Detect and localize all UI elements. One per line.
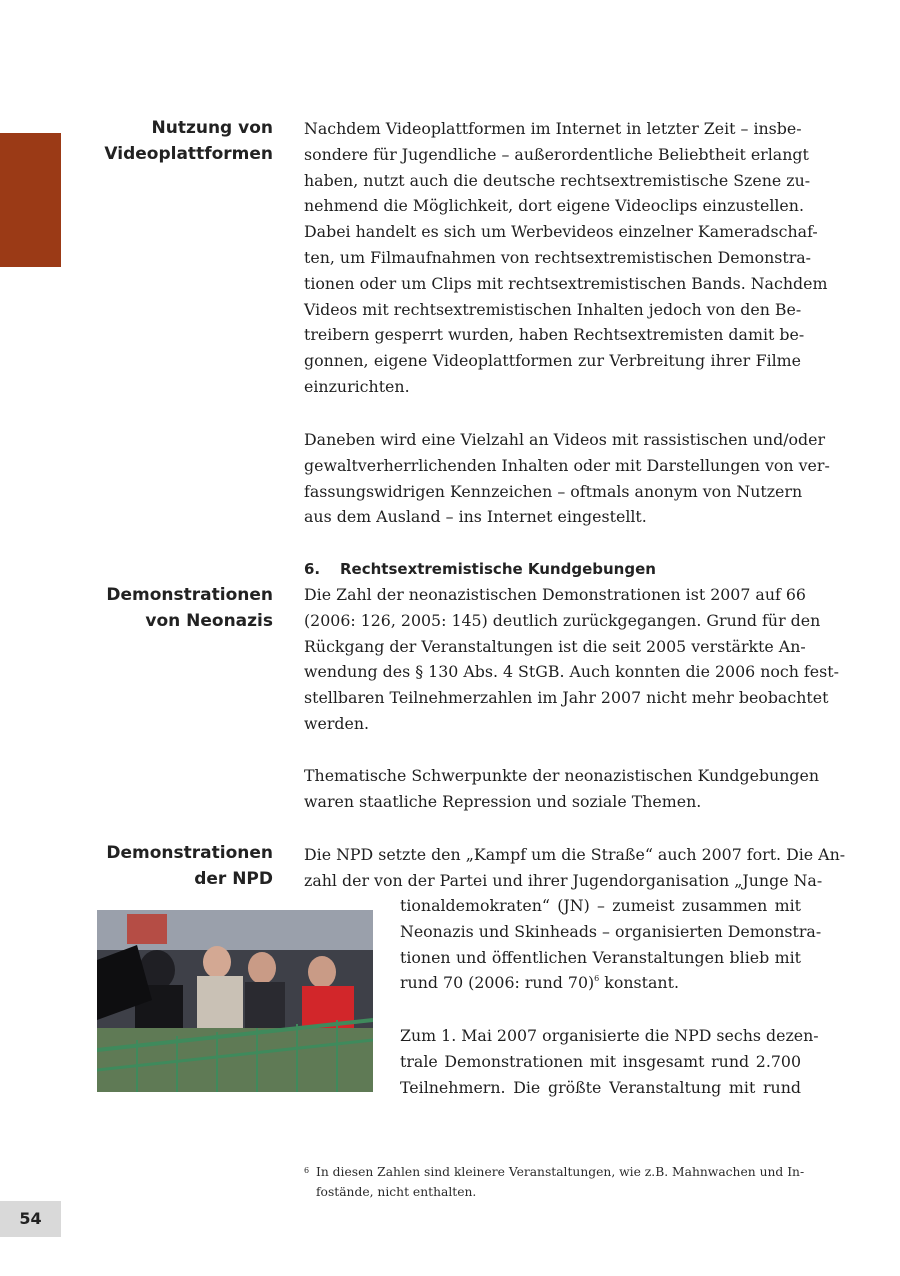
paragraph-may-day xyxy=(400,1023,819,1100)
paragraph-neonazi-demos xyxy=(304,582,839,737)
text-line: nehmend die Möglichkeit, dort eigene Videoclips einzustellen. xyxy=(304,196,804,216)
text-line: Daneben wird eine Vielzahl an Videos mit rassistischen und/oder xyxy=(304,430,826,449)
text-line: Die Zahl der neonazistischen Demonstrationen ist 2007 auf 66 xyxy=(304,585,806,604)
paragraph-daneben xyxy=(304,427,830,530)
text-line: aus dem Ausland – ins Internet eingestellt. xyxy=(304,507,647,527)
text-line: waren staatliche Repression und soziale Themen. xyxy=(304,791,702,811)
chapter-color-tab xyxy=(0,133,61,267)
text-line: stellbaren Teilnehmerzahlen im Jahr 2007 nicht mehr beobachtet xyxy=(304,688,829,708)
text-line: treibern gesperrt wurden, haben Rechtsextremisten damit be- xyxy=(304,325,805,345)
side-heading-npd: Demonstrationen der NPD xyxy=(106,843,273,889)
side-heading-neonazi: Demonstrationen von Neonazis xyxy=(106,585,273,631)
text-line: tionen oder um Clips mit rechtsextremistischen Bands. Nachdem xyxy=(304,273,828,293)
text-line: Teilnehmern. Die größte Veranstaltung mit rund xyxy=(400,1077,801,1097)
text-line: fassungswidrigen Kennzeichen – oftmals anonym von Nutzern xyxy=(304,481,803,501)
page-number: 54 xyxy=(0,1201,61,1237)
demonstration-photo-graphic xyxy=(97,910,373,1092)
text-line: tionaldemokraten“ (JN) – zumeist zusammen mit xyxy=(400,896,801,915)
text-line: werden. xyxy=(304,713,370,733)
text-line: Dabei handelt es sich um Werbevideos einzelner Kameradschaf- xyxy=(304,222,818,242)
text-line: fostände, nicht enthalten. xyxy=(316,1184,477,1199)
text-line: haben, nutzt auch die deutsche rechtsextremistische Szene zu- xyxy=(304,170,811,190)
text-line: sondere für Jugendliche – außerordentliche Beliebtheit erlangt xyxy=(304,144,809,164)
text-line: zahl der von der Partei und ihrer Jugendorganisation „Junge Na- xyxy=(304,870,823,890)
text-line: Thematische Schwerpunkte der neonazistischen Kundgebungen xyxy=(304,766,820,785)
text-line: Videos mit rechtsextremistischen Inhalten jedoch von den Be- xyxy=(304,299,802,319)
text-line: einzurichten. xyxy=(304,376,410,396)
text-line: Neonazis und Skinheads – organisierten Demonstra- xyxy=(400,921,822,941)
text-line: In diesen Zahlen sind kleinere Veranstaltungen, wie z.B. Mahnwachen und In- xyxy=(316,1165,805,1179)
text-line: Nachdem Videoplattformen im Internet in letzter Zeit – insbe- xyxy=(304,119,802,138)
text-line: Rückgang der Veranstaltungen ist die seit 2005 verstärkte An- xyxy=(304,636,806,656)
text-line: gonnen, eigene Videoplattformen zur Verbreitung ihrer Filme xyxy=(304,351,801,371)
side-heading-video: Nutzung von Videoplattformen xyxy=(104,118,273,164)
text-line: wendung des § 130 Abs. 4 StGB. Auch konnten die 2006 noch fest- xyxy=(304,662,839,682)
footnote-mark: 6 xyxy=(304,1166,310,1175)
text-line: (2006: 126, 2005: 145) deutlich zurückgegangen. Grund für den xyxy=(304,610,821,630)
demonstration-photo xyxy=(97,910,373,1092)
paragraph-npd-intro xyxy=(304,842,846,894)
text-line: Die NPD setzte den „Kampf um die Straße“ auch 2007 fort. Die An- xyxy=(304,845,846,864)
footnote xyxy=(304,1163,805,1202)
text-line: tionen und öffentlichen Veranstaltungen blieb mit xyxy=(400,947,801,967)
paragraph-video-platforms xyxy=(304,116,828,400)
paragraph-thematisch xyxy=(304,763,820,815)
text-line: Zum 1. Mai 2007 organisierte die NPD sechs dezen- xyxy=(400,1026,819,1045)
text-line: gewaltverherrlichenden Inhalten oder mit Darstellungen von ver- xyxy=(304,455,830,475)
npd-last-line: rund 70 (2006: rund 70)$^6$ konstant. xyxy=(400,973,679,993)
footnote-ref: 6 xyxy=(594,974,600,984)
paragraph-npd-continued xyxy=(400,893,822,996)
text-line: trale Demonstrationen mit insgesamt rund 2.700 xyxy=(400,1051,801,1071)
section-heading: 6. Rechtsextremistische Kundgebungen xyxy=(304,560,656,578)
text-line: ten, um Filmaufnahmen von rechtsextremistischen Demonstra- xyxy=(304,247,812,267)
